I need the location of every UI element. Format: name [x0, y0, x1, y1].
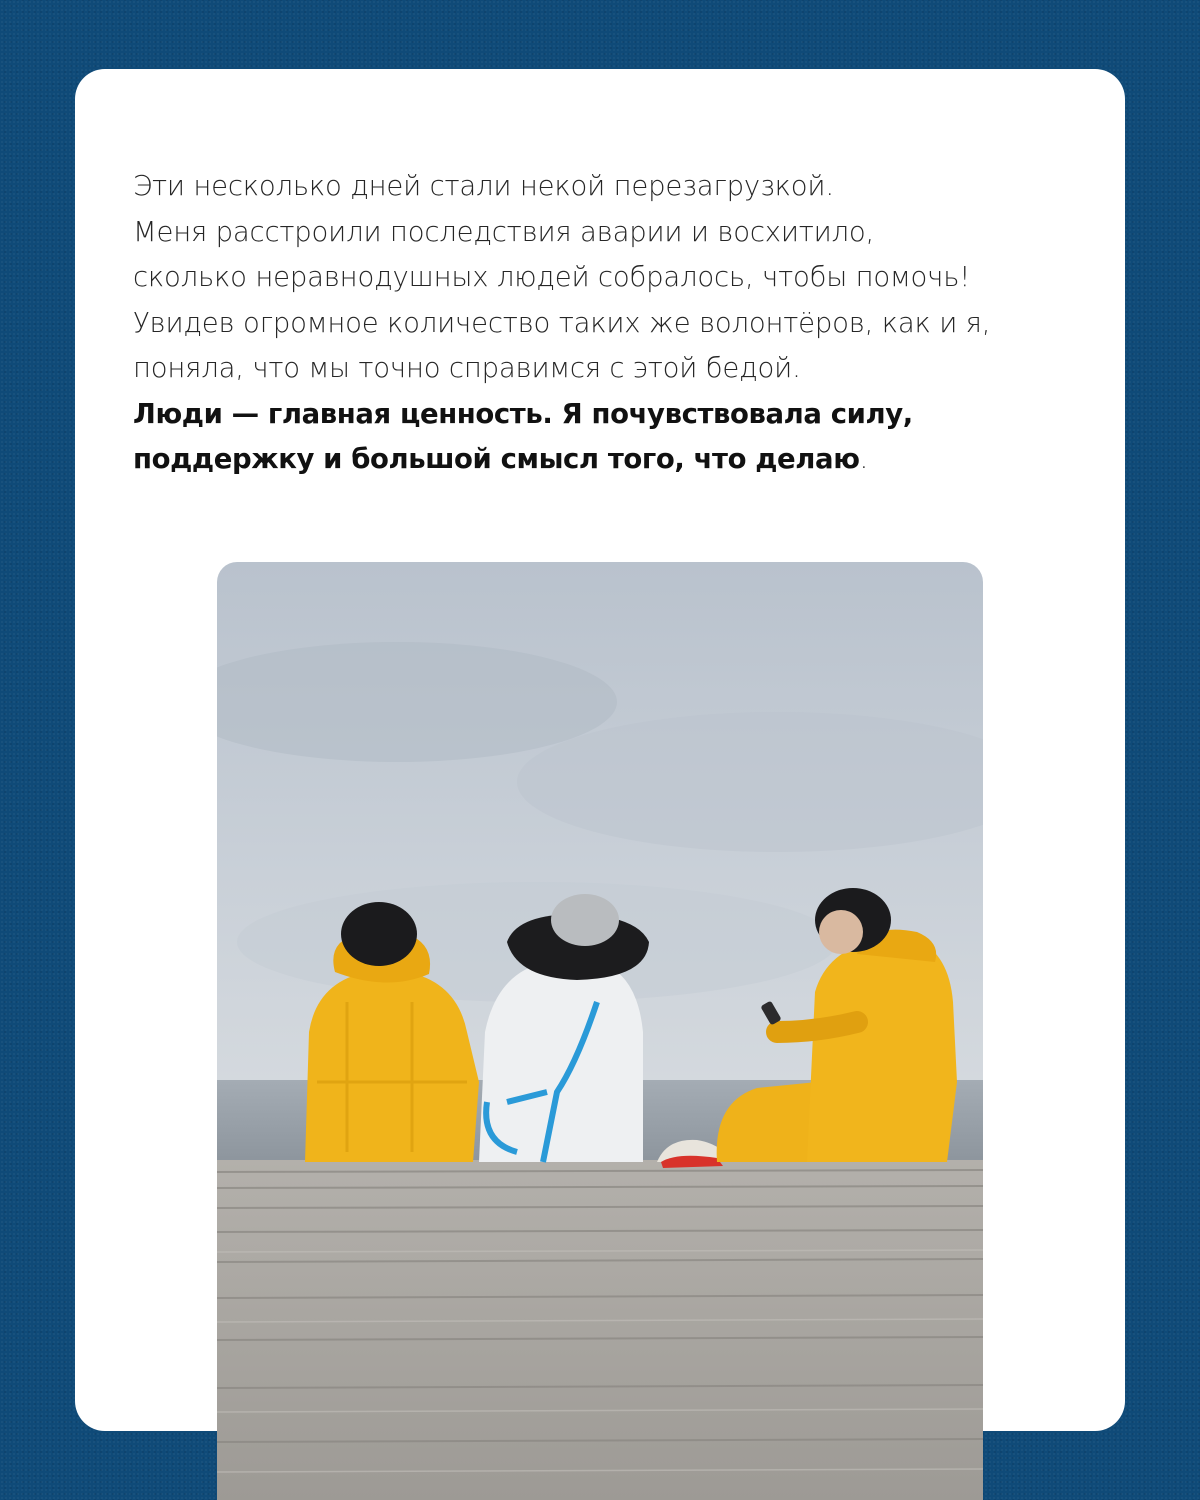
text-line: поняла, что мы точно справимся с этой бедой.	[133, 352, 801, 384]
text-line: Увидев огромное количество таких же волонтёров, как и я,	[133, 306, 991, 339]
text-line: Меня расстроили последствия аварии и восхитило,	[133, 215, 875, 248]
bold-text-line: поддержку и большой смысл того, что делаю	[133, 443, 860, 475]
wooden-deck	[217, 1160, 983, 1500]
photo-illustration	[217, 562, 983, 1500]
bold-text-line: Люди — главная ценность. Я почувствовала силу,	[133, 397, 913, 430]
text-line: сколько неравнодушных людей собралось, чтобы помочь!	[133, 261, 971, 293]
volunteers-photo	[217, 562, 983, 1500]
story-text	[133, 164, 1093, 483]
text-period: .	[859, 443, 869, 475]
text-line: Эти несколько дней стали некой перезагрузкой.	[133, 170, 834, 202]
